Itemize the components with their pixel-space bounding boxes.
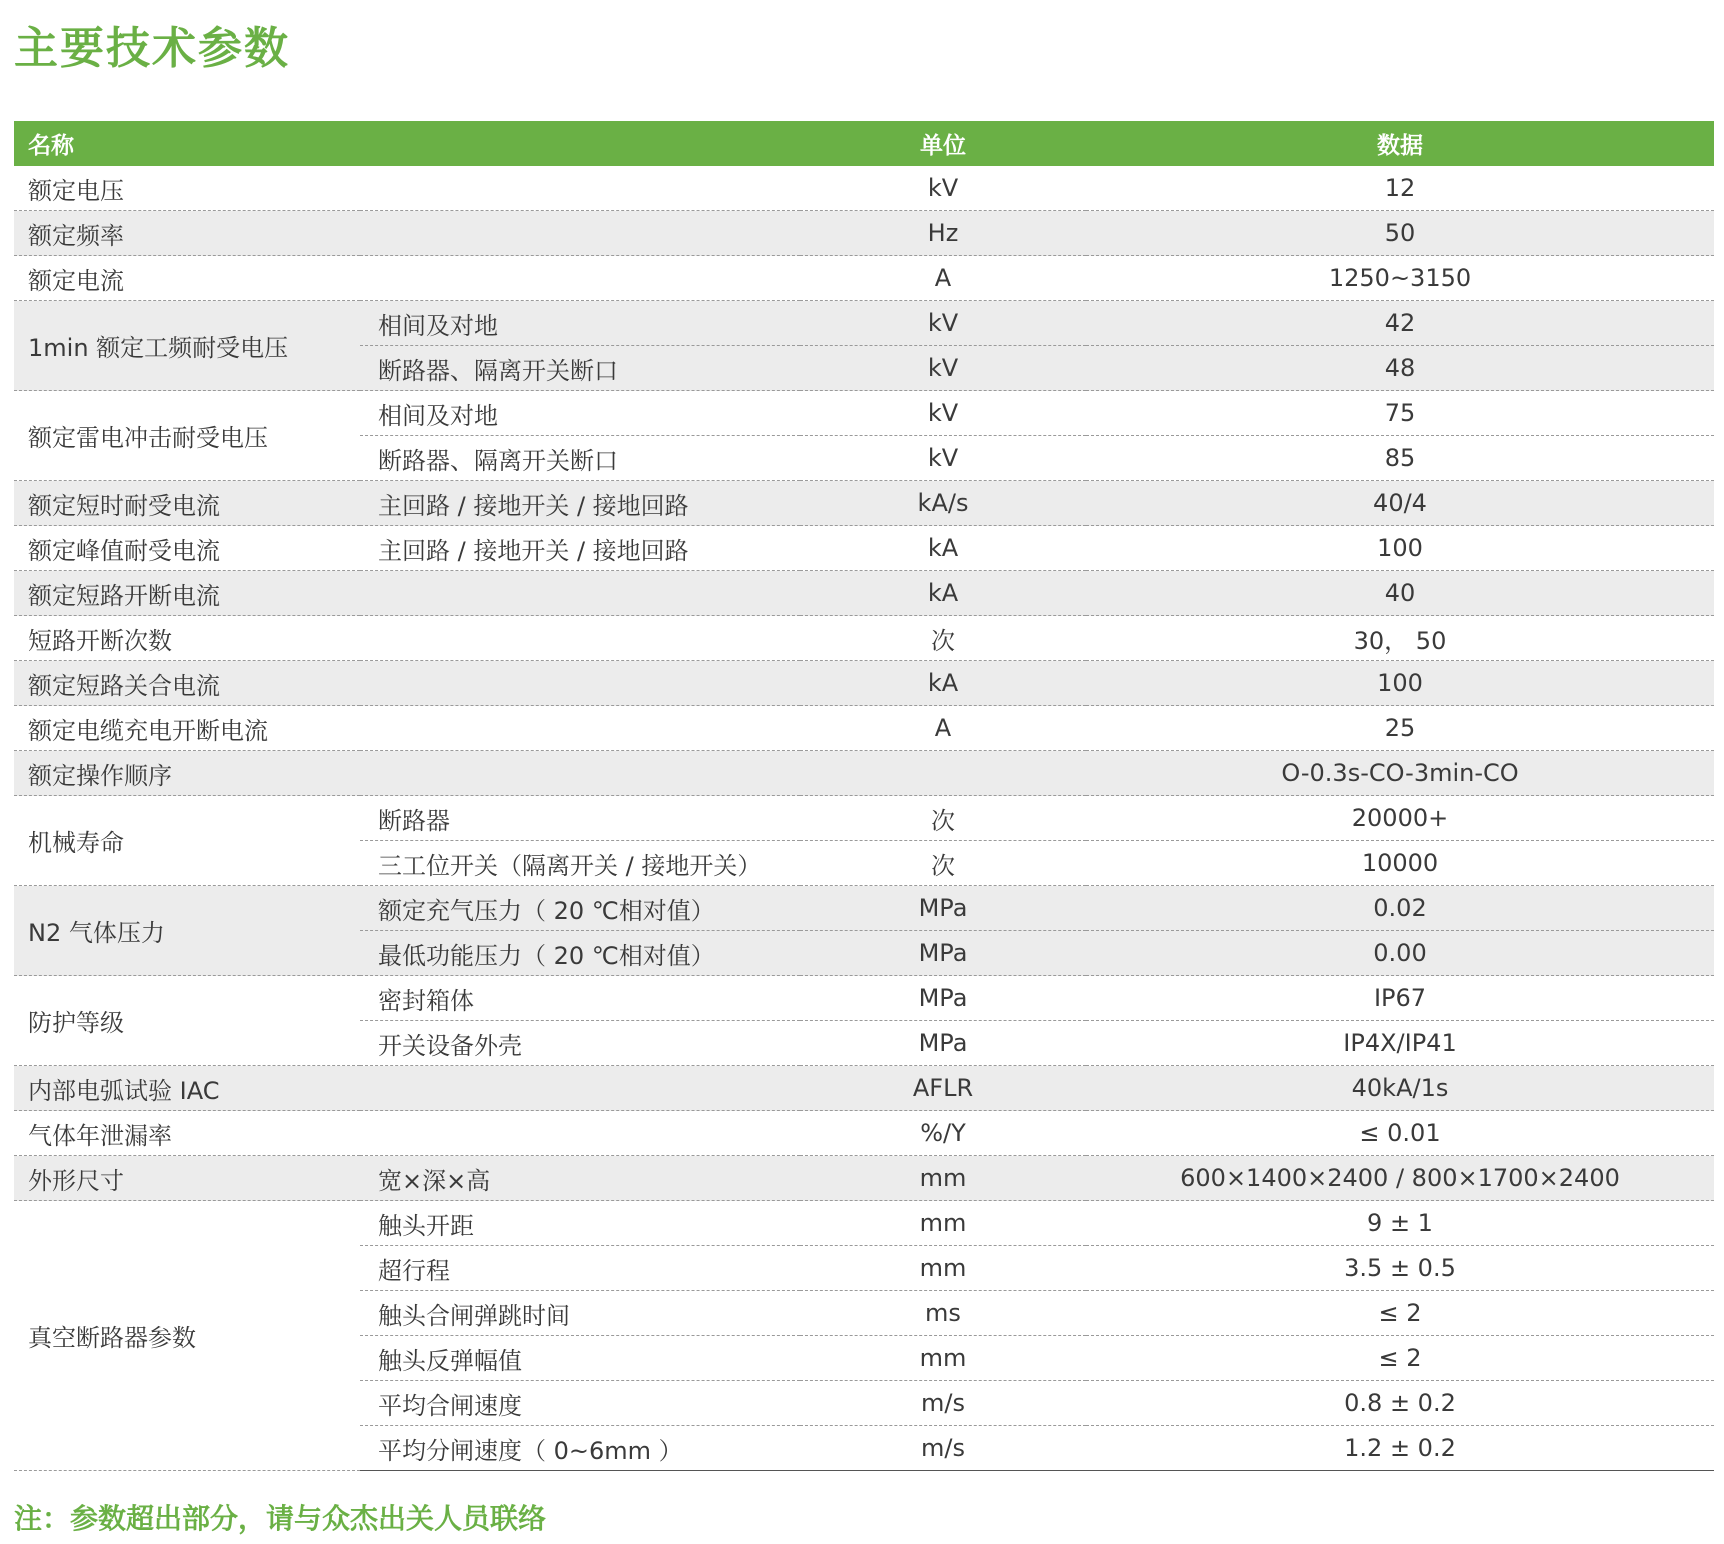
param-sub: 主回路 / 接地开关 / 接地回路 [360, 526, 800, 571]
param-name: 额定雷电冲击耐受电压 [14, 391, 360, 481]
param-value: O-0.3s-CO-3min-CO [1086, 751, 1714, 796]
param-sub [360, 166, 800, 211]
table-row [14, 976, 1714, 1021]
table-row [14, 481, 1714, 526]
param-unit: AFLR [800, 1066, 1086, 1111]
param-value: 50 [1086, 211, 1714, 256]
param-name: 额定短时耐受电流 [14, 481, 360, 526]
param-unit: kA [800, 661, 1086, 706]
param-sub: 断路器、隔离开关断口 [360, 346, 800, 391]
param-unit: mm [800, 1246, 1086, 1291]
param-sub: 密封箱体 [360, 976, 800, 1021]
param-unit: kA/s [800, 481, 1086, 526]
header-value: 数据 [1086, 121, 1714, 166]
param-unit: m/s [800, 1426, 1086, 1471]
param-name: 气体年泄漏率 [14, 1111, 360, 1156]
param-unit: mm [800, 1336, 1086, 1381]
param-unit [800, 751, 1086, 796]
param-value: IP4X/IP41 [1086, 1021, 1714, 1066]
param-value: 12 [1086, 166, 1714, 211]
param-sub: 断路器、隔离开关断口 [360, 436, 800, 481]
param-sub: 相间及对地 [360, 301, 800, 346]
param-sub: 相间及对地 [360, 391, 800, 436]
param-value: 85 [1086, 436, 1714, 481]
table-row [14, 571, 1714, 616]
param-value: 1250~3150 [1086, 256, 1714, 301]
table-row [14, 166, 1714, 211]
param-name: 1min 额定工频耐受电压 [14, 301, 360, 391]
param-unit: 次 [800, 841, 1086, 886]
param-unit: kV [800, 391, 1086, 436]
param-name: 额定频率 [14, 211, 360, 256]
param-sub: 最低功能压力（ 20 ℃相对值） [360, 931, 800, 976]
param-name: 机械寿命 [14, 796, 360, 886]
param-value: 40 [1086, 571, 1714, 616]
param-name: 短路开断次数 [14, 616, 360, 661]
param-sub: 平均分闸速度（ 0~6mm ） [360, 1426, 800, 1471]
param-value: 25 [1086, 706, 1714, 751]
param-name: 额定短路开断电流 [14, 571, 360, 616]
param-sub [360, 751, 800, 796]
table-row [14, 706, 1714, 751]
param-name: 额定电压 [14, 166, 360, 211]
param-value: 40/4 [1086, 481, 1714, 526]
param-sub: 触头反弹幅值 [360, 1336, 800, 1381]
param-unit: %/Y [800, 1111, 1086, 1156]
table-row [14, 301, 1714, 346]
param-value: 100 [1086, 661, 1714, 706]
param-value: 10000 [1086, 841, 1714, 886]
param-value: IP67 [1086, 976, 1714, 1021]
param-unit: ms [800, 1291, 1086, 1336]
table-row [14, 751, 1714, 796]
param-unit: kV [800, 301, 1086, 346]
param-name: N2 气体压力 [14, 886, 360, 976]
table-row [14, 1201, 1714, 1246]
table-row [14, 1111, 1714, 1156]
param-sub: 宽×深×高 [360, 1156, 800, 1201]
param-value: 600×1400×2400 / 800×1700×2400 [1086, 1156, 1714, 1201]
param-sub: 平均合闸速度 [360, 1381, 800, 1426]
table-row [14, 1066, 1714, 1111]
param-sub: 额定充气压力（ 20 ℃相对值） [360, 886, 800, 931]
param-unit: A [800, 706, 1086, 751]
param-unit: mm [800, 1201, 1086, 1246]
param-unit: 次 [800, 616, 1086, 661]
footnote: 注：参数超出部分，请与众杰出关人员联络 [14, 1502, 547, 1535]
param-unit: MPa [800, 931, 1086, 976]
param-unit: kA [800, 526, 1086, 571]
param-unit: Hz [800, 211, 1086, 256]
param-unit: 次 [800, 796, 1086, 841]
param-sub [360, 1066, 800, 1111]
param-name: 额定电缆充电开断电流 [14, 706, 360, 751]
table-row [14, 526, 1714, 571]
param-name: 防护等级 [14, 976, 360, 1066]
param-value: 40kA/1s [1086, 1066, 1714, 1111]
param-name: 内部电弧试验 IAC [14, 1066, 360, 1111]
param-unit: m/s [800, 1381, 1086, 1426]
page-title: 主要技术参数 [14, 23, 290, 74]
spec-table [14, 121, 1714, 1471]
header-unit: 单位 [800, 121, 1086, 166]
param-unit: MPa [800, 886, 1086, 931]
param-sub: 触头开距 [360, 1201, 800, 1246]
table-row [14, 661, 1714, 706]
header-name: 名称 [14, 121, 800, 166]
table-row [14, 391, 1714, 436]
param-sub: 开关设备外壳 [360, 1021, 800, 1066]
param-name: 外形尺寸 [14, 1156, 360, 1201]
table-row [14, 886, 1714, 931]
param-name: 额定短路关合电流 [14, 661, 360, 706]
param-value: 75 [1086, 391, 1714, 436]
param-value: 0.8 ± 0.2 [1086, 1381, 1714, 1426]
param-value: 42 [1086, 301, 1714, 346]
param-unit: mm [800, 1156, 1086, 1201]
param-value: ≤ 2 [1086, 1291, 1714, 1336]
param-value: 48 [1086, 346, 1714, 391]
param-value: 0.02 [1086, 886, 1714, 931]
param-sub: 超行程 [360, 1246, 800, 1291]
param-unit: kV [800, 166, 1086, 211]
param-sub [360, 616, 800, 661]
param-sub [360, 256, 800, 301]
table-row [14, 616, 1714, 661]
param-name: 额定电流 [14, 256, 360, 301]
param-name: 额定峰值耐受电流 [14, 526, 360, 571]
table-row [14, 211, 1714, 256]
param-value: 20000+ [1086, 796, 1714, 841]
param-value: 3.5 ± 0.5 [1086, 1246, 1714, 1291]
param-value: ≤ 0.01 [1086, 1111, 1714, 1156]
param-value: ≤ 2 [1086, 1336, 1714, 1381]
param-unit: A [800, 256, 1086, 301]
param-sub: 主回路 / 接地开关 / 接地回路 [360, 481, 800, 526]
param-unit: kV [800, 436, 1086, 481]
param-sub [360, 211, 800, 256]
param-unit: kV [800, 346, 1086, 391]
param-value: 1.2 ± 0.2 [1086, 1426, 1714, 1471]
param-sub: 触头合闸弹跳时间 [360, 1291, 800, 1336]
param-value: 9 ± 1 [1086, 1201, 1714, 1246]
param-value: 100 [1086, 526, 1714, 571]
param-sub: 断路器 [360, 796, 800, 841]
param-sub [360, 571, 800, 616]
param-sub [360, 1111, 800, 1156]
table-row [14, 796, 1714, 841]
param-value: 0.00 [1086, 931, 1714, 976]
param-value: 30， 50 [1086, 616, 1714, 661]
param-sub: 三工位开关（隔离开关 / 接地开关） [360, 841, 800, 886]
param-unit: MPa [800, 1021, 1086, 1066]
param-name: 真空断路器参数 [14, 1201, 360, 1471]
table-row [14, 1156, 1714, 1201]
table-header-row [14, 121, 1714, 166]
param-unit: kA [800, 571, 1086, 616]
param-unit: MPa [800, 976, 1086, 1021]
param-sub [360, 706, 800, 751]
param-sub [360, 661, 800, 706]
table-row [14, 256, 1714, 301]
param-name: 额定操作顺序 [14, 751, 360, 796]
